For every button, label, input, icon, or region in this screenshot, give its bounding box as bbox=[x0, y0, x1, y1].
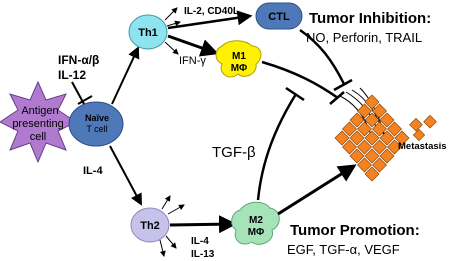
metastasis-cells bbox=[410, 115, 437, 140]
tumor-promotion-items: EGF, TGF-α, VEGF bbox=[287, 242, 400, 257]
m2-to-tumor-arrow bbox=[278, 166, 354, 214]
tumor-inhibition-title: Tumor Inhibition: bbox=[309, 10, 432, 27]
th1-label: Th1 bbox=[138, 27, 158, 39]
naive-label-line1: Naïve bbox=[84, 113, 110, 123]
ctl-label: CTL bbox=[268, 11, 290, 23]
il12-label: IL-12 bbox=[58, 68, 87, 82]
ifn-ab-label: IFN-α/β bbox=[58, 53, 100, 67]
th1-secretion-arrow-1 bbox=[165, 8, 177, 20]
th1-secretion-arrow-3 bbox=[165, 42, 178, 54]
apc-label-line3: cell bbox=[29, 131, 47, 143]
m2-tgf-inhibition-line bbox=[258, 94, 296, 200]
apc-label-line2: presenting bbox=[12, 118, 64, 130]
il4-th2-label: IL-4 bbox=[191, 236, 209, 247]
naive-label-line2: T cell bbox=[86, 124, 108, 134]
naive-to-th1-arrow bbox=[112, 48, 138, 104]
th1-to-m1-arrow bbox=[168, 36, 216, 53]
m1-label-line2: MΦ bbox=[230, 63, 248, 74]
m1-label-line1: M1 bbox=[232, 51, 246, 62]
tumor-promotion-title: Tumor Promotion: bbox=[290, 222, 420, 239]
th2-secretion-arrow-2 bbox=[168, 205, 184, 214]
ifn-g-label: IFN-γ bbox=[179, 55, 206, 67]
il2-cd40l-label: IL-2, CD40L bbox=[184, 6, 240, 17]
metastasis-label: Metastasis bbox=[398, 141, 447, 152]
tumor-mass bbox=[335, 88, 409, 181]
m2-tgf-inhibition-bar bbox=[286, 88, 304, 100]
tumor-inhibition-items: NO, Perforin, TRAIL bbox=[306, 30, 423, 45]
th2-to-m2-arrow bbox=[170, 224, 234, 225]
th2-secretion-arrow-3 bbox=[166, 236, 176, 248]
naive-to-th2-arrow bbox=[110, 146, 141, 204]
m2-label-line1: M2 bbox=[249, 215, 263, 226]
th2-secretion-arrow-1 bbox=[162, 196, 170, 209]
apc-label-line1: Antigen bbox=[21, 105, 59, 117]
m2-label-line2: MΦ bbox=[247, 227, 265, 238]
tgf-b-label: TGF-β bbox=[212, 144, 256, 161]
th2-secretion-arrow-4 bbox=[160, 240, 164, 256]
th1-to-ctl-arrow bbox=[168, 16, 250, 28]
il13-label: IL-13 bbox=[191, 249, 215, 260]
m1-to-tumor-arrow bbox=[262, 62, 338, 98]
il4-left-label: IL-4 bbox=[83, 165, 103, 177]
th2-label: Th2 bbox=[140, 220, 160, 232]
